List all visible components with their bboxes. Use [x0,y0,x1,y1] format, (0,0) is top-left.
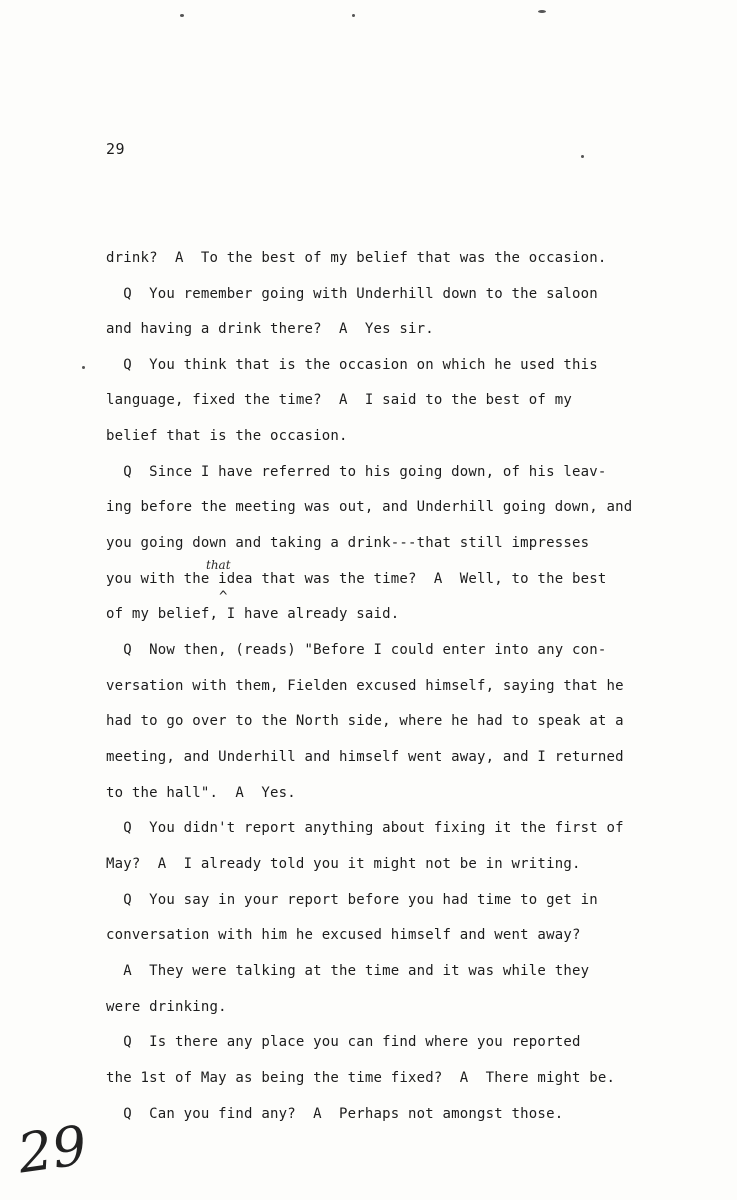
transcript-line: ing before the meeting was out, and Underhill going down, and [106,499,633,515]
scan-speck [581,155,584,158]
transcript-line: Q Is there any place you can find where you reported [106,1034,581,1050]
transcript-line: meeting, and Underhill and himself went away, and I returned [106,749,624,765]
transcript-line: Q You think that is the occasion on which he used this [106,357,598,373]
transcript-line: you with the idea that was the time? A Well, to the best [106,571,607,587]
transcript-line: belief that is the occasion. [106,428,348,444]
transcript-line: Q You say in your report before you had time to get in [106,892,598,908]
transcript-line: A They were talking at the time and it was while they [106,963,590,979]
transcript-line: Q Now then, (reads) "Before I could enter into any con- [106,642,607,658]
transcript-line: you going down and taking a drink---that still impresses [106,535,590,551]
transcript-line: Q You didn't report anything about fixing it the first of [106,820,624,836]
scan-speck [82,366,85,369]
handwritten-insertion: that [206,558,231,572]
transcript-line: Q Can you find any? A Perhaps not amongst those. [106,1106,564,1122]
insertion-caret: ^ [219,589,228,605]
scan-speck [352,14,355,17]
transcript-line: had to go over to the North side, where he had to speak at a [106,713,624,729]
transcript-line: Q Since I have referred to his going down, of his leav- [106,464,607,480]
transcript-line: to the hall". A Yes. [106,785,296,801]
page-number: 29 [106,140,126,158]
scan-speck [180,14,184,17]
transcript-line: were drinking. [106,999,227,1015]
transcript-line: language, fixed the time? A I said to the best of my [106,392,572,408]
transcript-line: drink? A To the best of my belief that was the occasion. [106,250,607,266]
transcript-line: May? A I already told you it might not be in writing. [106,856,581,872]
scan-speck [538,10,546,13]
handwritten-page-number: 29 [13,1113,91,1186]
transcript-line: versation with them, Fielden excused himself, saying that he [106,678,624,694]
transcript-line: Q You remember going with Underhill down to the saloon [106,286,598,302]
transcript-line: the 1st of May as being the time fixed? A There might be. [106,1070,616,1086]
transcript-line: conversation with him he excused himself and went away? [106,927,581,943]
transcript-line: of my belief, I have already said. [106,606,400,622]
transcript-line: and having a drink there? A Yes sir. [106,321,434,337]
